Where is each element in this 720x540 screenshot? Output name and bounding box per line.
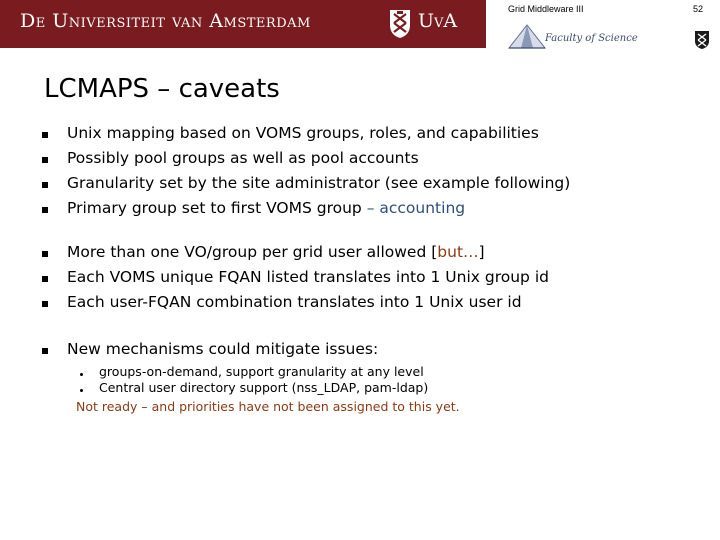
crest-icon bbox=[389, 9, 411, 39]
bullet-item: Possibly pool groups as well as pool accounts bbox=[67, 149, 419, 167]
sub-bullet-item: groups-on-demand, support granularity at any level bbox=[99, 364, 424, 379]
accent-text: but… bbox=[437, 243, 479, 261]
bullet-marker bbox=[42, 301, 48, 307]
sub-bullet-marker bbox=[80, 389, 83, 392]
bullet-item bbox=[67, 199, 465, 217]
bullet-marker bbox=[42, 182, 48, 188]
bullet-item bbox=[67, 243, 485, 261]
bullet-item: Granularity set by the site administrator (see example following) bbox=[67, 174, 571, 192]
bullet-marker bbox=[42, 207, 48, 213]
bullet-marker bbox=[42, 348, 48, 354]
sub-bullet-marker bbox=[80, 373, 83, 376]
bullet-item: New mechanisms could mitigate issues: bbox=[67, 340, 379, 358]
course-title: Grid Middleware III bbox=[508, 4, 584, 14]
faculty-logo bbox=[507, 24, 638, 50]
status-note: Not ready – and priorities have not been assigned to this yet. bbox=[76, 399, 460, 414]
bullet-text: Primary group set to first VOMS group bbox=[67, 199, 362, 217]
bullet-item: Unix mapping based on VOMS groups, roles, and capabilities bbox=[67, 124, 539, 142]
bullet-marker bbox=[42, 132, 48, 138]
university-abbreviation: UvA bbox=[418, 10, 458, 32]
small-crest-icon bbox=[694, 30, 710, 50]
bullet-text: More than one VO/group per grid user allowed [ bbox=[67, 243, 438, 261]
bullet-marker bbox=[42, 157, 48, 163]
faculty-name: Faculty of Science bbox=[545, 33, 638, 44]
sub-bullet-item: Central user directory support (nss_LDAP, pam-ldap) bbox=[99, 380, 429, 395]
bullet-marker bbox=[42, 251, 48, 257]
bullet-text-tail: ] bbox=[478, 243, 485, 261]
bullet-item: Each VOMS unique FQAN listed translates into 1 Unix group id bbox=[67, 268, 549, 286]
bullet-marker bbox=[42, 276, 48, 282]
slide-title: LCMAPS – caveats bbox=[44, 74, 280, 104]
bullet-item: Each user-FQAN combination translates into 1 Unix user id bbox=[67, 293, 522, 311]
university-banner bbox=[0, 0, 486, 48]
accent-text: – accounting bbox=[361, 199, 466, 217]
university-name: De Universiteit van Amsterdam bbox=[20, 10, 311, 32]
pyramid-icon bbox=[507, 24, 547, 50]
slide-number: 52 bbox=[693, 4, 704, 14]
